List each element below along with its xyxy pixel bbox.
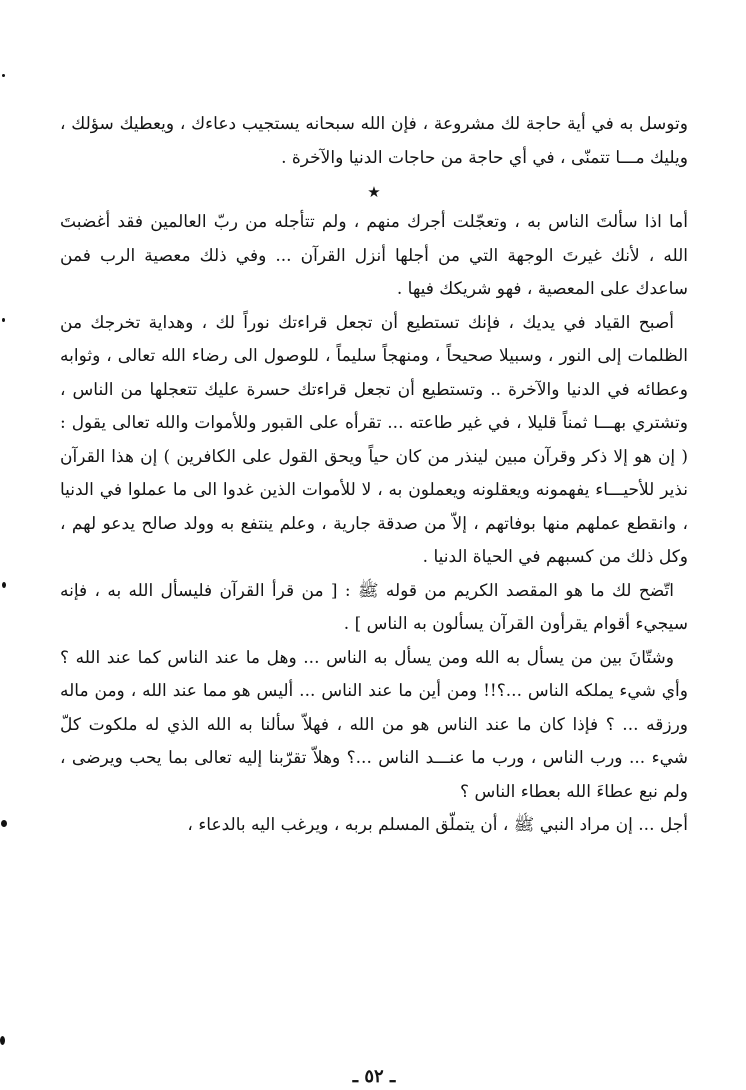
page-number: ـ ٥٢ ـ bbox=[352, 1066, 396, 1087]
scan-speck-1 bbox=[2, 74, 5, 77]
section-separator-star: ★ bbox=[367, 183, 381, 201]
paragraph-2: أما اذا سألتَ الناس به ، وتعجّلت أجرك منهم ، ولم تتأجله من ربّ العالمين فقد أغضبتَ الله ، لأنك غيرتَ الوجهة التي من أجلها أنزل القرآن ... وفي ذلك معصية الرب فمن ساعدك على المعصية ، فهو شريكك فيها . bbox=[60, 212, 688, 299]
document-page bbox=[60, 108, 688, 1087]
scan-speck-5 bbox=[0, 1036, 5, 1045]
paragraph-6: أجل ... إن مراد النبي ﷺ ، أن يتملّق المسلم بربه ، ويرغب اليه بالدعاء ، bbox=[187, 815, 688, 835]
scan-speck-3 bbox=[2, 582, 6, 588]
paragraph-5: وشتّانَ بين من يسأل به الله ومن يسأل به الناس ... وهل ما عند الناس كما عند الله ؟ وأي شيء يملكه الناس ...؟!! ومن أين ما عند الناس ... أليس هو مما عند الله ، ومن ماله ورزقه ... ؟ فإذا كان ما عند الناس هو من الله ، فهلاّ سألنا به الله الذي له ملكوت كلّ شيء ... ورب الناس ، ورب ما عنـــد الناس ...؟ وهلاّ تقرّبنا إليه تعالى بما يحب ويرضى ، ولم نبع عطاءَ الله بعطاء الناس ؟ bbox=[60, 647, 688, 802]
paragraph-1: وتوسل به في أية حاجة لك مشروعة ، فإن الله سبحانه يستجيب دعاءك ، ويعطيك سؤلك ، ويليك مـــا تتمنّى ، في أي حاجة من حاجات الدنيا والآخرة . bbox=[60, 114, 688, 168]
paragraph-4: اتّضح لك ما هو المقصد الكريم من قوله ﷺ : [ من قرأ القرآن فليسأل الله به ، فإنه سيجيء أقوام يقرأون القرآن يسألون به الناس ] . bbox=[60, 580, 688, 634]
scan-speck-2 bbox=[2, 318, 5, 322]
scan-speck-4 bbox=[1, 820, 7, 827]
paragraph-3: أصبح القياد في يديك ، فإنك تستطيع أن تجعل قراءتك نوراً لك ، وهداية تخرجك من الظلمات إلى النور ، وسبيلا صحيحاً ، ومنهجاً سليماً ، للوصول الى رضاء الله تعالى ، وثوابه وعطائه في الدنيا والآخرة .. وتستطيع أن تجعل قراءتك حسرة عليك تتعجلها من الناس ، وتشتري بهـــا ثمناً قليلا ، في غير طاعته ... تقرأه على القبور وللأموات والله تعالى يقول : ( إن هو إلا ذكر وقرآن مبين لينذر من كان حياً ويحق القول على الكافرين ) إن هذا القرآن نذير للأحيـــاء يفهمونه ويعقلونه ويعملون به ، لا للأموات الذين غدوا الى ما عملوا في الدنيا ، وانقطع عملهم منها بوفاتهم ، إلاّ من صدقة جارية ، وعلم ينتفع به وولد صالح يدعو لهم ، وكل ذلك من كسبهم في الحياة الدنيا . bbox=[60, 312, 688, 567]
